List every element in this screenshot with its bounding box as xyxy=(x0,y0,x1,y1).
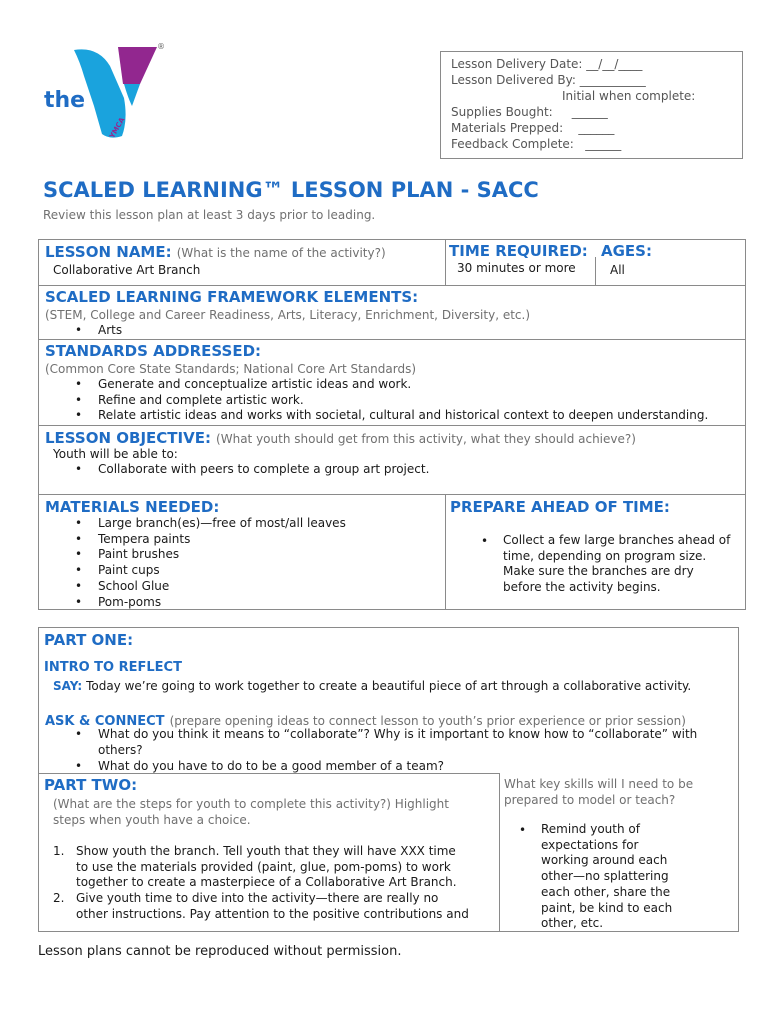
step-line: Show youth the branch. Tell youth that they will have XXX time xyxy=(76,844,456,858)
delivered-by: Lesson Delivered By: ___________ xyxy=(451,73,646,87)
question-line: prepared to model or teach? xyxy=(504,793,676,807)
logo-word: the xyxy=(44,88,86,113)
list-item: What do you think it means to “collaborate”? Why is it important to know how to “collaborate” with xyxy=(98,727,698,741)
list-item: • School Glue xyxy=(38,579,346,595)
intro-to-reflect-label: INTRO TO REFLECT xyxy=(44,660,182,675)
list-item: • Tempera paints xyxy=(38,532,346,548)
list-item: • Refine and complete artistic work. xyxy=(38,393,708,409)
prepare-line: before the activity begins. xyxy=(503,580,661,595)
part-two-hint xyxy=(53,796,449,828)
skills-line: other, etc. xyxy=(541,916,604,931)
list-item: • Pom-poms xyxy=(38,595,346,611)
ask-connect-hint: (prepare opening ideas to connect lesson to youth’s prior experience or prior session) xyxy=(169,714,686,728)
objective-intro: Youth will be able to: xyxy=(53,447,178,461)
say-text: Today we’re going to work together to create a beautiful piece of art through a collaborative activity. xyxy=(86,679,692,693)
framework-list xyxy=(38,323,122,339)
materials-list xyxy=(38,516,346,610)
step-line: together to create a masterpiece of a Collaborative Art Branch. xyxy=(76,875,457,890)
list-item: • Collaborate with peers to complete a group art project. xyxy=(38,462,429,478)
page-subtitle: Review this lesson plan at least 3 days prior to leading. xyxy=(43,208,376,222)
prepare-line: Collect a few large branches ahead of xyxy=(503,533,731,547)
initial-note: Initial when complete: xyxy=(562,89,696,103)
skills-line: other—no splattering xyxy=(541,869,669,884)
objective-label: LESSON OBJECTIVE: xyxy=(45,429,211,447)
logo-sub: YMCA xyxy=(108,116,127,140)
skills-text xyxy=(541,822,672,932)
framework-label: SCALED LEARNING FRAMEWORK ELEMENTS: xyxy=(45,288,419,306)
time-required-label: TIME REQUIRED: xyxy=(449,242,588,260)
list-item: • Large branch(es)—free of most/all leaves xyxy=(38,516,346,532)
feedback-complete: Feedback Complete: ______ xyxy=(451,137,622,151)
prepare-line: time, depending on program size. xyxy=(503,548,707,563)
bullet: • xyxy=(75,727,83,741)
materials-prepped: Materials Prepped: ______ xyxy=(451,121,615,135)
prepare-line: Make sure the branches are dry xyxy=(503,564,694,579)
lesson-name-section xyxy=(45,242,386,261)
objective-list xyxy=(38,462,429,478)
list-item: others? xyxy=(98,743,143,757)
logo-registered-mark: ® xyxy=(157,42,165,51)
skills-line: paint, be kind to each xyxy=(541,900,673,915)
step-number: 1. xyxy=(53,844,65,858)
skills-line: Remind youth of xyxy=(541,822,640,836)
list-item: • Paint brushes xyxy=(38,547,346,563)
page-title: SCALED LEARNING™ LESSON PLAN - SACC xyxy=(43,178,539,202)
hint-line: (What are the steps for youth to complete this activity?) Highlight xyxy=(53,797,449,811)
step-line: other instructions. Pay attention to the positive contributions and xyxy=(76,906,469,921)
objective-hint: (What youth should get from this activity, what they should achieve?) xyxy=(216,432,636,446)
question-line: What key skills will I need to be xyxy=(504,777,694,791)
skills-bullet: • xyxy=(519,823,527,837)
list-item: • Arts xyxy=(38,323,122,339)
delivery-date: Lesson Delivery Date: __/__/____ xyxy=(451,57,643,71)
skills-line: each other, share the xyxy=(541,884,671,899)
lesson-name-hint: (What is the name of the activity?) xyxy=(176,246,386,260)
part-one-label: PART ONE: xyxy=(44,631,134,649)
supplies-bought: Supplies Bought: ______ xyxy=(451,105,608,119)
part-two-label: PART TWO: xyxy=(44,776,138,794)
ages-value: All xyxy=(610,263,625,277)
standards-label: STANDARDS ADDRESSED: xyxy=(45,342,262,360)
ymca-logo xyxy=(40,40,170,145)
skills-question xyxy=(504,776,693,808)
objective-section xyxy=(45,428,636,447)
skills-line: expectations for xyxy=(541,837,639,852)
hint-line: steps when youth have a choice. xyxy=(53,813,251,827)
framework-hint: (STEM, College and Career Readiness, Arts, Literacy, Enrichment, Diversity, etc.) xyxy=(45,308,531,322)
bullet: • xyxy=(75,759,83,773)
prepare-bullet: • xyxy=(481,534,489,548)
ask-connect-label: ASK & CONNECT xyxy=(45,714,165,729)
standards-list xyxy=(38,377,708,424)
lesson-name-value: Collaborative Art Branch xyxy=(53,263,201,277)
step-number: 2. xyxy=(53,891,65,906)
ages-label: AGES: xyxy=(601,242,652,260)
list-item: • Relate artistic ideas and works with societal, cultural and historical context to deepen understanding. xyxy=(38,408,708,424)
step-line: Give youth time to dive into the activity—there are really no xyxy=(76,891,439,906)
standards-hint: (Common Core State Standards; National Core Art Standards) xyxy=(45,362,417,376)
list-item: What do you have to do to be a good member of a team? xyxy=(98,759,445,773)
footer-note: Lesson plans cannot be reproduced without permission. xyxy=(38,944,402,959)
say-label: SAY: xyxy=(53,679,83,693)
materials-label: MATERIALS NEEDED: xyxy=(45,498,220,516)
prepare-text xyxy=(503,533,730,596)
step-line: to use the materials provided (paint, glue, pom-poms) to work xyxy=(76,859,451,874)
time-required-value: 30 minutes or more xyxy=(457,261,576,275)
prepare-label: PREPARE AHEAD OF TIME: xyxy=(450,498,670,516)
lesson-name-label: LESSON NAME: xyxy=(45,243,172,261)
say-line xyxy=(53,678,691,694)
list-item: • Paint cups xyxy=(38,563,346,579)
list-item: • Generate and conceptualize artistic ideas and work. xyxy=(38,377,708,393)
skills-line: working around each xyxy=(541,853,668,868)
